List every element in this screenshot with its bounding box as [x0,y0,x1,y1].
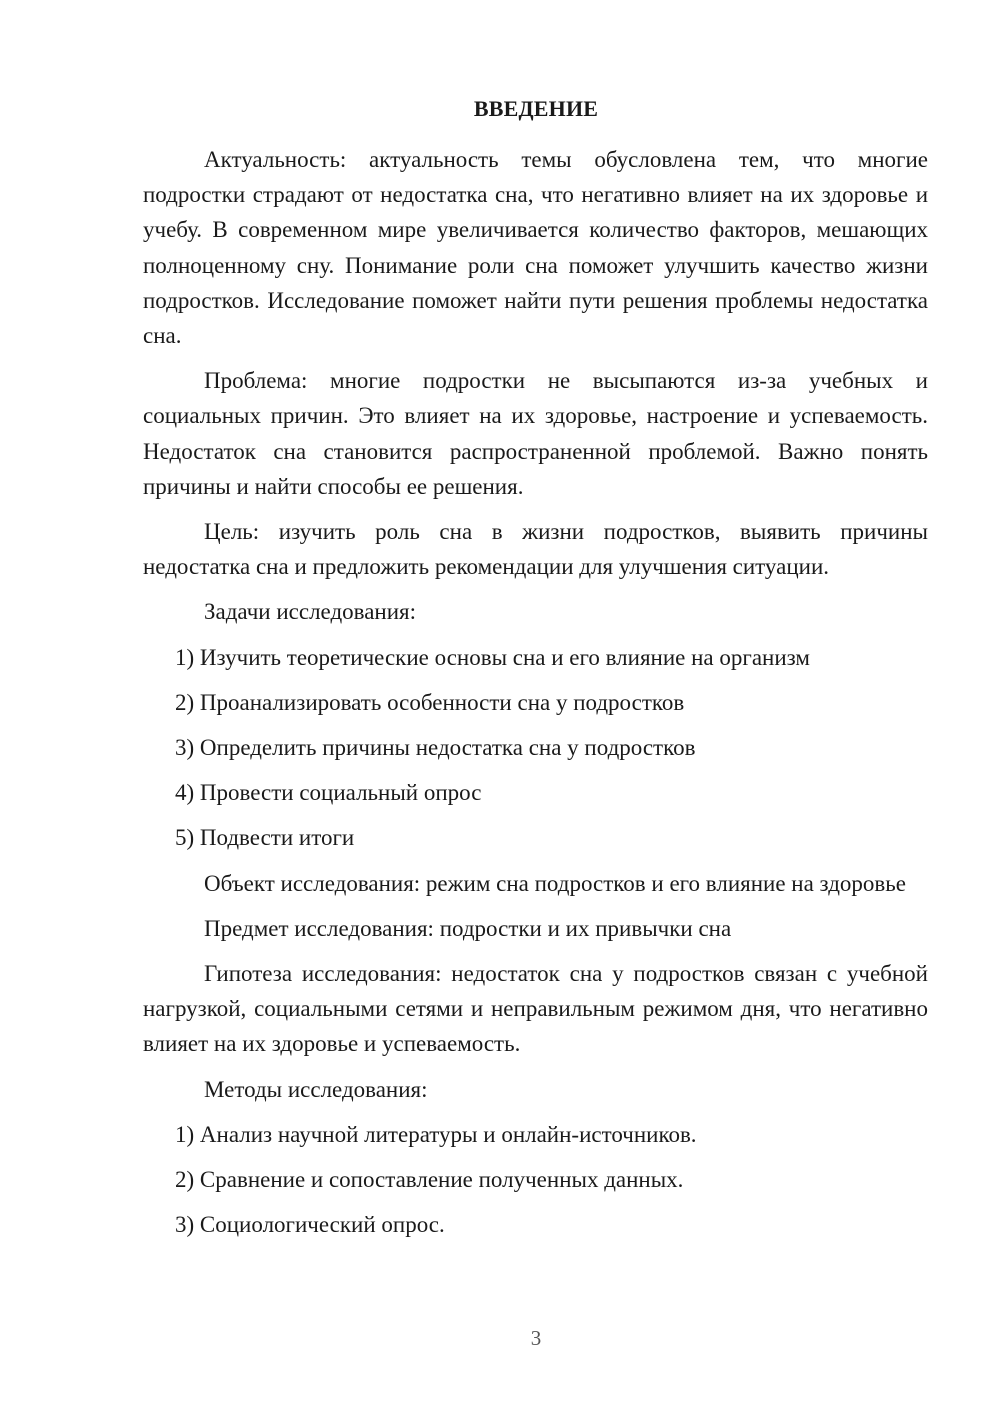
page-title: ВВЕДЕНИЕ [473,96,599,121]
list-item: 2) Проанализировать особенности сна у подростков [175,689,685,715]
relevance-paragraph: Актуальность: актуальность темы обусловлена тем, что многие подростки страдают от недостатка сна, что негативно влияет на их здоровье и учебу. В современном мире увеличивается количество факторов, мешающих полноценному сну. Понимание роли сна поможет улучшить качество жизни подростков. Исследование поможет найти пути решения проблемы недостатка сна. [143,147,928,349]
tasks-heading: Задачи исследования: [204,599,417,625]
goal-paragraph: Цель: изучить роль сна в жизни подростков, выявить причины недостатка сна и предложить рекомендации для улучшения ситуации. [143,519,928,580]
document-body [143,142,928,1252]
methods-heading: Методы исследования: [204,1076,428,1102]
list-item: 1) Изучить теоретические основы сна и его влияние на организм [175,644,810,670]
list-item: 3) Определить причины недостатка сна у подростков [175,735,696,761]
methods-list [143,1117,928,1243]
list-item: 4) Провести социальный опрос [175,780,482,806]
problem-paragraph: Проблема: многие подростки не высыпаются из-за учебных и социальных причин. Это влияет на их здоровье, настроение и успеваемость. Недостаток сна становится распространенной проблемой. Важно понять причины и найти способы ее решения. [143,368,928,499]
list-item: 5) Подвести итоги [175,825,355,851]
list-item: 2) Сравнение и сопоставление полученных данных. [175,1167,684,1193]
object-paragraph: Объект исследования: режим сна подростков и его влияние на здоровье [204,870,906,896]
list-item: 3) Социологический опрос. [175,1212,445,1238]
tasks-list [143,640,928,856]
list-item: 1) Анализ научной литературы и онлайн-источников. [175,1121,697,1147]
subject-paragraph: Предмет исследования: подростки и их привычки сна [204,915,732,941]
page-number: 3 [530,1326,542,1350]
hypothesis-paragraph: Гипотеза исследования: недостаток сна у подростков связан с учебной нагрузкой, социальными сетями и неправильным режимом дня, что негативно влияет на их здоровье и успеваемость. [143,961,928,1057]
